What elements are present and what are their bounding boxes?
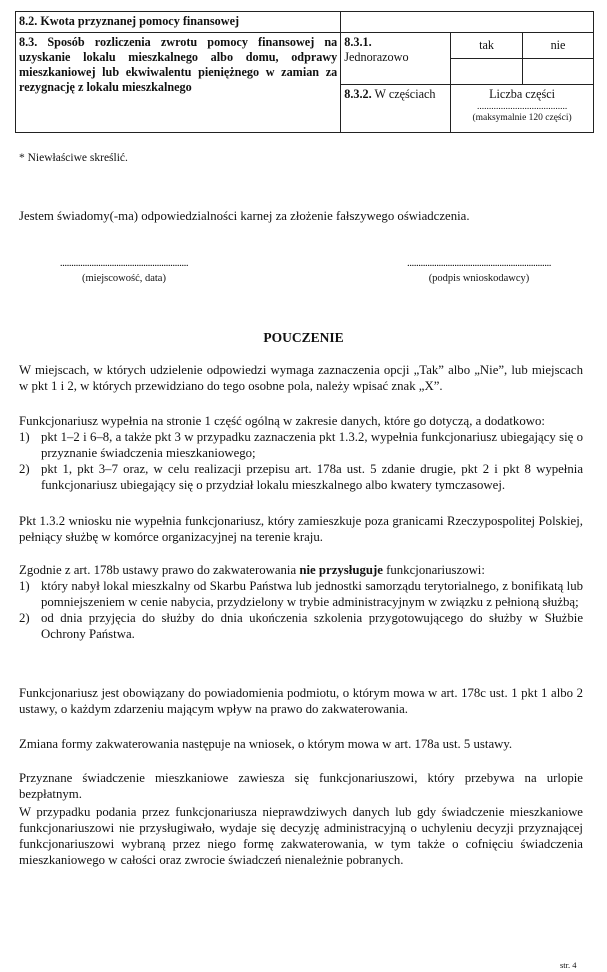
intro-start: Zgodnie z art. 178b ustawy prawo do zakwaterowania <box>19 563 300 577</box>
list-number: 1) <box>19 430 30 444</box>
tak-checkbox-cell[interactable] <box>451 59 523 85</box>
instruction-paragraph-2 <box>19 413 583 493</box>
footnote: * Niewłaściwe skreślić. <box>19 152 128 164</box>
row-8-2-label: 8.2. Kwota przyznanej pomocy finansowej <box>16 12 341 33</box>
section-heading: POUCZENIE <box>263 330 344 345</box>
instruction-paragraph-4 <box>19 562 583 642</box>
list-item <box>19 429 583 461</box>
parts-count-dots: ...................................... <box>476 102 568 112</box>
parts-count-cell[interactable] <box>451 85 594 133</box>
row-8-3-1-label: Jednorazowo <box>344 50 409 64</box>
instruction-paragraph-6 <box>19 736 583 752</box>
row-8-3-2-cell <box>341 85 451 133</box>
fill-rules-list <box>19 429 583 493</box>
declaration-text: Jestem świadomy(-ma) odpowiedzialności karnej za złożenie fałszywego oświadczenia. <box>19 209 470 223</box>
paragraph-text: Przyznane świadczenie mieszkaniowe zawiesza się funkcjonariuszowi, który przebywa na urlopie bezpłatnym. <box>19 771 583 801</box>
intro-emphasis: nie przysługuje <box>299 563 383 577</box>
instruction-paragraph-8 <box>19 804 583 868</box>
paragraph-intro <box>19 562 583 578</box>
nie-header: nie <box>523 33 594 59</box>
intro-end: funkcjonariuszowi: <box>382 563 485 577</box>
paragraph-text: Pkt 1.3.2 wniosku nie wypełnia funkcjonariusz, który zamieszkuje poza granicami Rzeczypospolitej Polskiej, pełniący służbę w komórce organizacyjnej na terenie kraju. <box>19 514 583 544</box>
instruction-paragraph-5 <box>19 685 583 717</box>
nie-checkbox-cell[interactable] <box>523 59 594 85</box>
list-text: pkt 1, pkt 3–7 oraz, w celu realizacji przepisu art. 178a ust. 5 zdanie drugie, pkt 2 i pkt 8 wypełnia funkcjonariusz ubiegający się o przydział lokalu mieszkalnego albo kwatery tymczasowej. <box>41 462 583 492</box>
list-number: 2) <box>19 462 30 476</box>
row-8-3-2-label: W częściach <box>374 87 436 101</box>
parts-count-label: Liczba części <box>489 87 556 101</box>
parts-count-max: (maksymalnie 120 części) <box>472 113 572 123</box>
paragraph-text: Funkcjonariusz jest obowiązany do powiadomienia podmiotu, o którym mowa w art. 178c ust. 1 pkt 1 albo 2 ustawy, o każdym zdarzeniu mającym wpływ na prawo do zakwaterowania. <box>19 686 583 716</box>
signature-field[interactable]: ................................................................ <box>407 257 551 269</box>
list-item <box>19 578 583 610</box>
row-8-2-value-field[interactable] <box>341 12 594 33</box>
financial-aid-table <box>15 11 594 133</box>
list-item <box>19 461 583 493</box>
page-number: str. 4 <box>560 960 577 970</box>
list-text: pkt 1–2 i 6–8, a także pkt 3 w przypadku zaznaczenia pkt 1.3.2, wypełnia funkcjonariusz ubiegający się o przyznanie świadczenia mieszkaniowego; <box>41 430 583 460</box>
instruction-paragraph-1 <box>19 362 583 394</box>
list-item <box>19 610 583 642</box>
paragraph-intro: Funkcjonariusz wypełnia na stronie 1 część ogólną w zakresie danych, które go dotyczą, a dodatkowo: <box>19 414 545 428</box>
list-number: 2) <box>19 611 30 625</box>
place-date-field[interactable]: ......................................................... <box>59 257 189 269</box>
row-8-3-label: 8.3. Sposób rozliczenia zwrotu pomocy finansowej na uzyskanie lokalu mieszkalnego albo domu, odprawy mieszkaniowej lub ekwiwalentu pieniężnego w zamian za rezygnację z lokalu mieszkalnego <box>16 33 341 133</box>
list-text: który nabył lokal mieszkalny od Skarbu Państwa lub jednostki samorządu terytorialnego, z bonifikatą lub pomniejszeniem w cenie nabycia, przydzielony w trybie administracyjnym w związku z pełnioną służbą; <box>41 579 583 609</box>
row-8-3-1-cell <box>341 33 451 85</box>
signature-caption: (podpis wnioskodawcy) <box>428 273 530 284</box>
paragraph-text: W przypadku podania przez funkcjonariusza nieprawdziwych danych lub gdy świadczenie mieszkaniowe funkcjonariuszowi nie przysługiwało, wydaje się decyzję administracyjną o uchyleniu decyzji przyznającej funkcjonariuszowi wybraną przez niego formę zakwaterowania, w tym także o cofnięciu świadczenia mieszkaniowego w całości oraz zwrocie świadczeń nienależnie pobranych. <box>19 805 583 867</box>
instruction-paragraph-3 <box>19 513 583 545</box>
exclusions-list <box>19 578 583 642</box>
row-8-3-2-number: 8.3.2. <box>344 87 372 101</box>
paragraph-text: W miejscach, w których udzielenie odpowiedzi wymaga zaznaczenia opcji „Tak” albo „Nie”, lub miejscach w pkt 1 i 2, w których przewidziano do tego osobne pola, należy wpisać znak „X”. <box>19 363 583 393</box>
tak-header: tak <box>451 33 523 59</box>
row-8-3-1-number: 8.3.1. <box>344 35 372 49</box>
place-date-caption: (miejscowość, data) <box>82 273 166 284</box>
list-text: od dnia przyjęcia do służby do dnia ukończenia szkolenia przygotowującego do służby w Służbie Ochrony Państwa. <box>41 611 583 641</box>
list-number: 1) <box>19 579 30 593</box>
instruction-paragraph-7 <box>19 770 583 802</box>
paragraph-text: Zmiana formy zakwaterowania następuje na wniosek, o którym mowa w art. 178a ust. 5 ustawy. <box>19 737 513 751</box>
